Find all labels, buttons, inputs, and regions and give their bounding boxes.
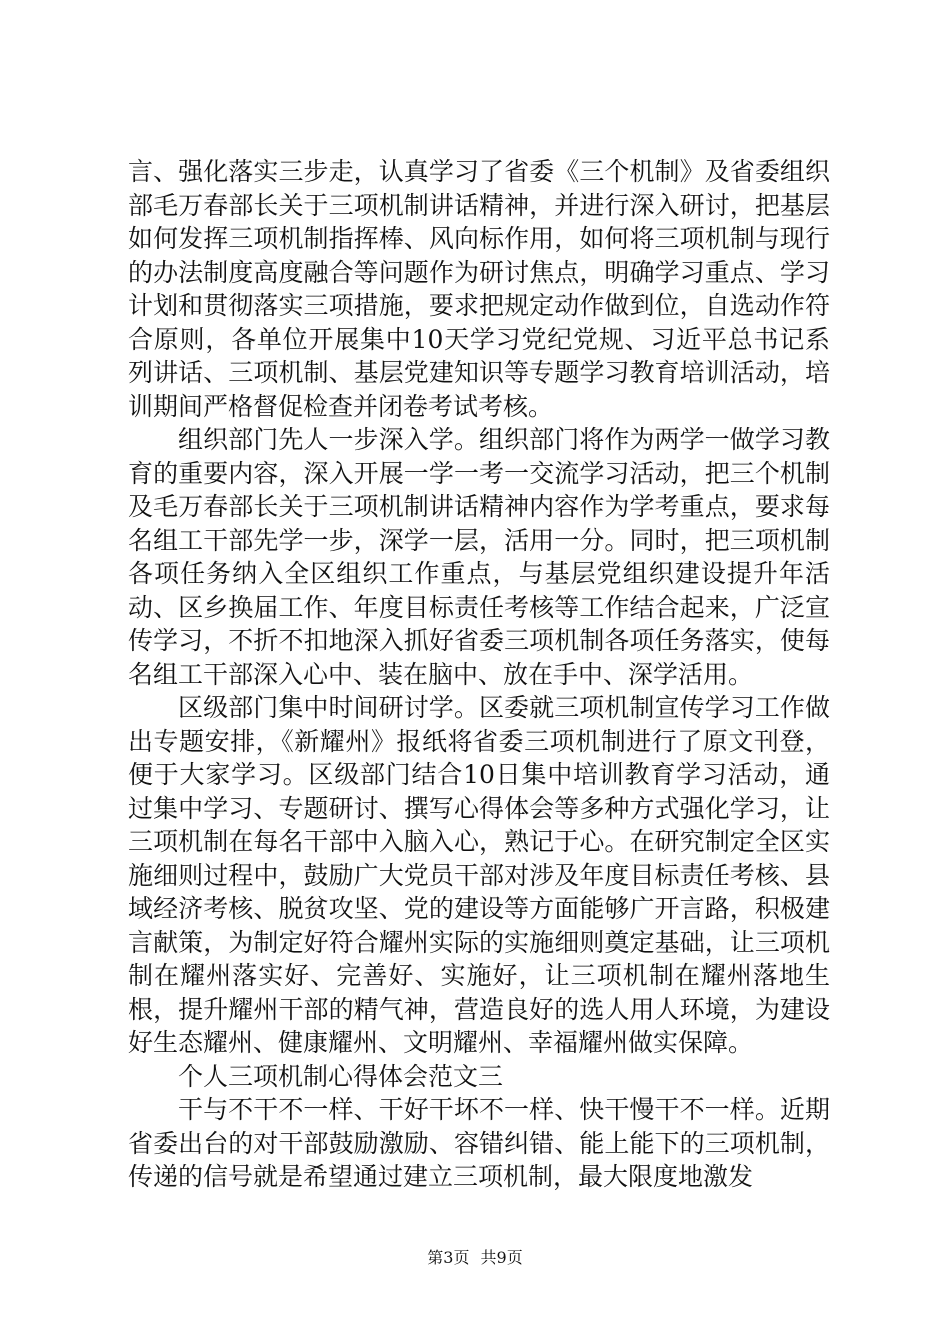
- document-body: [128, 155, 830, 1194]
- page-total: 共9页: [480, 1248, 523, 1267]
- page-number: 第3页: [427, 1248, 470, 1267]
- page-footer: [0, 1245, 950, 1268]
- paragraph-district-dept: 区级部门集中时间研讨学。区委就三项机制宣传学习工作做出专题安排，《新耀州》报纸将省委三项机制进行了原文刊登，便于大家学习。区级部门结合10日集中培训教育学习活动，通过集中学习、专题研讨、撰写心得体会等多种方式强化学习，让三项机制在每名干部中入脑入心，熟记于心。在研究制定全区实施细则过程中，鼓励广大党员干部对涉及年度目标责任考核、县域经济考核、脱贫攻坚、党的建设等方面能够广开言路，积极建言献策，为制定好符合耀州实际的实施细则奠定基础，让三项机制在耀州落实好、完善好、实施好，让三项机制在耀州落地生根，提升耀州干部的精气神，营造良好的选人用人环境，为建设好生态耀州、健康耀州、文明耀州、幸福耀州做实保障。: [128, 693, 830, 1057]
- paragraph-organization-dept: 组织部门先人一步深入学。组织部门将作为两学一做学习教育的重要内容，深入开展一学一考一交流学习活动，把三个机制及毛万春部长关于三项机制讲话精神内容作为学考重点，要求每名组工干部先学一步，深学一层，活用一分。同时，把三项机制各项任务纳入全区组织工作重点，与基层党组织建设提升年活动、区乡换届工作、年度目标责任考核等工作结合起来，广泛宣传学习，不折不扣地深入抓好省委三项机制各项任务落实，使每名组工干部深入心中、装在脑中、放在手中、深学活用。: [128, 425, 830, 689]
- section-heading: 个人三项机制心得体会范文三: [178, 1061, 504, 1091]
- paragraph-continuation: 言、强化落实三步走，认真学习了省委《三个机制》及省委组织部毛万春部长关于三项机制讲话精神，并进行深入研讨，把基层如何发挥三项机制指挥棒、风向标作用，如何将三项机制与现行的办法制度高度融合等问题作为研讨焦点，明确学习重点、学习计划和贯彻落实三项措施，要求把规定动作做到位，自选动作符合原则，各单位开展集中10天学习党纪党规、习近平总书记系列讲话、三项机制、基层党建知识等专题学习教育培训活动，培训期间严格督促检查并闭卷考试考核。: [128, 157, 830, 421]
- paragraph-essay-three: 干与不干不一样、干好干坏不一样、快干慢干不一样。近期省委出台的对干部鼓励激励、容错纠错、能上能下的三项机制，传递的信号就是希望通过建立三项机制，最大限度地激发: [128, 1095, 830, 1191]
